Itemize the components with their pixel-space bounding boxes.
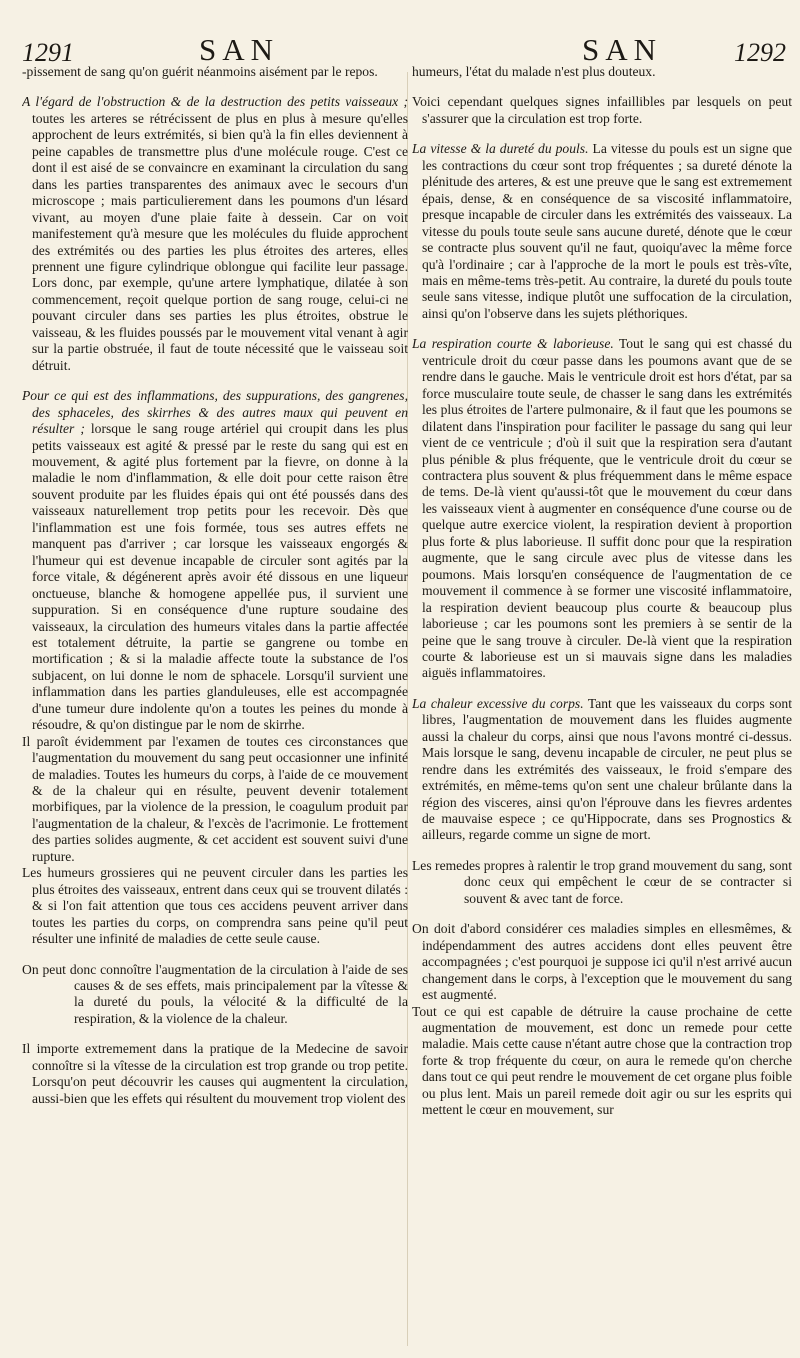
paragraph: On peut donc connoître l'augmentation de la circulation à l'aide de ses causes & de ses effets, mais principalement par la vîtesse & la dureté du pouls, la vélocité & la difficulté de la respiration, & la violence de la chaleur. (22, 961, 408, 1026)
running-title-left: SAN (199, 32, 280, 67)
paragraph-body: Tout le sang qui est chassé du ventricule droit du cœur passe dans les poumons avant que de se rendre dans le gauche. Mais le ventricule droit est hors d'état, par sa force musculaire toute seule, de chasser le sang dans les extrémités les plus étroites de l'artere pulmonaire, & il faut que les poumons se dilatent dans l'inspiration pour faciliter le passage du sang qui leur vient de ce ventricule ; d'où il suit que la respiration sera d'autant plus pénible & plus fréquente, que le ventricule droit du cœur se contractera plus souvent & plus fréquemment dans le même espace de tems. De-là vient qu'aussi-tôt que le mouvement du cœur dans les vaisseaux vient à augmenter en conséquence d'une course ou de quelque autre exercice violent, la respiration devient à proportion plus forte & plus laborieuse. Il suffit donc pour que la respiration augmente, que le sang circule avec plus de vitesse dans les poumons. Mais lorsqu'en conséquence de l'augmentation de ce mouvement il commence à se former une viscosité inflammatoire, la respiration devient beaucoup plus courte & beaucoup plus laborieuse ; car les poumons sont les premiers à se sentir de la peine que le sang trouve à circuler. De-là vient que la respiration courte & laborieuse est un si mauvais signe dans les maladies aiguës inflammatoires. (422, 336, 792, 681)
page-number-right: 1292 (734, 38, 786, 67)
paragraph: Tout ce qui est capable de détruire la cause prochaine de cette augmentation de mouvement, est donc un remede pour cette maladie. Mais cette cause n'étant autre chose que la contraction trop forte & trop fréquente du cœur, on aura le remede qu'on cherche dans tout ce qui peut rendre le mouvement de cet organe plus foible ou plus lent. Mais un pareil remede doit agir ou sur les esprits qui mettent le cœur en mouvement, sur (412, 1003, 792, 1118)
paragraph: Voici cependant quelques signes infaillibles par lesquels on peut s'assurer que la circulation est trop forte. (412, 94, 792, 126)
paragraph (22, 388, 408, 734)
paragraph: humeurs, l'état du malade n'est plus douteux. (412, 64, 656, 79)
paragraph (412, 141, 792, 322)
right-column (412, 64, 792, 1358)
paragraph (412, 696, 792, 844)
paragraph: Il importe extremement dans la pratique de la Medecine de savoir connoître si la vîtesse de la circulation est trop grande ou trop petite. Lorsqu'on peut découvrir les causes qui augmentent la circulation, aussi-bien que les effets qui résultent du mouvement trop violent des (22, 1041, 408, 1106)
paragraph (412, 336, 792, 682)
paragraph-body: lorsque le sang rouge artériel qui croupit dans les plus petits vaisseaux est agité & pressé par le reste du sang qui est en mouvement, & agité plus fortement par la fievre, on donne à la maladie le nom d'inflammation, & elle doit pour cette raison être souvent produite par les fluides épais qui ont été poussés dans des vaisseaux naturellement trop petits pour les recevoir. Dès que l'inflammation est une fois formée, tous ses autres effets ne manquent pas d'arriver ; car lorsque les vaisseaux engorgés & l'humeur qui est devenue incapable de circuler sont agités par la force vitale, & dégénerent après avoir été dissous en une liqueur onctueuse, blanche & homogene appellée pus, il survient une suppuration. Si en conséquence d'une rupture soudaine des vaisseaux, la circulation des humeurs vitales dans la partie affectée est totalement détruite, la partie se gangrene ou tombe en mortification ; & si la maladie affecte toute la substance de l'os subjacent, on lui donne le nom de sphacele. Lorsqu'il survient une inflammation dans les parties glanduleuses, elle est accompagnée d'une tumeur dure indolente qu'on a toutes les peines du monde à résoudre, & qu'on distingue par le nom de skirrhe. (32, 421, 408, 733)
paragraph-lead: La vitesse & la dureté du pouls. (412, 141, 589, 157)
paragraph-body: Tant que les vaisseaux du corps sont libres, l'augmentation de mouvement dans les fluides augmente aussi la chaleur du corps, ainsi que nous l'avons montré ci-dessus. Mais lorsque le sang, devenu incapable de circuler, ne peut plus se rendre dans les extrémités des vaisseaux, le froid s'empare des extrémités, en même-tems qu'on sent une chaleur brûlante dans la région des visceres, ainsi qu'on l'éprouve dans les fievres ardentes de mauvaise espece ; ce qu'Hippocrate, dans ses Prognostics & ailleurs, regarde comme un signe de mort. (422, 695, 792, 843)
left-column (22, 64, 408, 1358)
paragraph: Les humeurs grossieres qui ne peuvent circuler dans les parties les plus étroites des vaisseaux, entrent dans ceux qui se trouvent dilatés : & si l'on fait attention que tous ces accidens peuvent arriver dans toutes les parties du corps, on comprendra sans peine qu'il peut résulter une infinité de maladies de cette seule cause. (22, 865, 408, 947)
paragraph-lead: La respiration courte & laborieuse. (412, 336, 614, 352)
paragraph-body: toutes les arteres se rétrécissent de plus en plus à mesure qu'elles approchent de leurs extrémités, si bien qu'à la fin elles deviennent à peine capables de transmettre plus d'une molécule rouge. C'est ce dont il est aisé de se convaincre en examinant la circulation du sang dans les parties transparentes des animaux avec le secours d'un microscope ; mais particulierement dans les poumons d'un lésard vivant, au moyen d'une plaie faite à dessein. Car on voit manifestement qu'à mesure que les molécules du fluide approchent des extrémités ou des parties les plus étroites des arteres, elles prennent une figure cylindrique oblongue qui facilite leur passage. Lors donc, par exemple, qu'une artere lymphatique, dilatée à son commencement, reçoit quelque portion de sang rouge, celui-ci ne pouvant circuler dans ses parties les plus étroites, obstrue le vaisseau, & les fluides poussés par le mouvement vital venant à agir sur la partie obstruée, il faut de toute nécessité que le vaisseau soit détruit. (32, 110, 408, 373)
page-number-left: 1291 (22, 38, 74, 67)
paragraph (22, 94, 408, 374)
paragraph: Il paroît évidemment par l'examen de toutes ces circonstances que l'augmentation du mouvement du sang peut occasionner une infinité de maladies. Toutes les humeurs du corps, à l'aide de ce mouvement & de la chaleur qui en résulte, peuvent devenir totalement morbifiques, par la violence de la pression, le coagulum produit par l'augmentation de la chaleur, & l'excès de l'acrimonie. Le frottement des parties solides augmente, & cet accident est souvent suivi d'une rupture. (22, 733, 408, 864)
paragraph-lead: A l'égard de l'obstruction & de la destruction des petits vaisseaux ; (22, 94, 408, 110)
paragraph-lead: Pour ce qui est des inflammations, des suppurations, des gangrenes, des sphaceles, des skirrhes & des autres maux qui peuvent en résulter ; (22, 388, 408, 437)
paragraph-lead: La chaleur excessive du corps. (412, 695, 584, 711)
paragraph: On doit d'abord considérer ces maladies simples en ellesmêmes, & indépendamment des autres accidens dont elles peuvent être accompagnées ; c'est pourquoi je suppose ici qu'il n'est arrivé aucun changement dans le corps, à l'exception que le mouvement du sang est augmenté. (412, 921, 792, 1003)
paragraph: Les remedes propres à ralentir le trop grand mouvement du sang, sont donc ceux qui empêchent le cœur de se contracter si souvent & avec tant de force. (412, 857, 792, 906)
paragraph-body: La vitesse du pouls est un signe que les contractions du cœur sont trop fréquentes ; sa dureté dénote la plénitude des arteres, & est une preuve que le sang est extremement épais, dense, & en conséquence de sa viscosité inflammatoire, presque incapable de circuler dans les extrémités des vaisseaux. La vitesse du pouls toute seule sans aucune dureté, dénote que le cœur se contracte plus souvent qu'il ne faut, quoiqu'avec la même force qu'à l'ordinaire ; car à l'approche de la mort le pouls est très-vîte, mais en même-tems très-petit. Au contraire, la dureté du pouls toute seule sans vitesse, indique plutôt une suffocation de la circulation, ainsi qu'on l'observe dans les sujets pléthoriques. (422, 141, 792, 321)
paragraph: -pissement de sang qu'on guérit néanmoins aisément par le repos. (22, 64, 378, 79)
running-title-right: SAN (582, 32, 663, 67)
